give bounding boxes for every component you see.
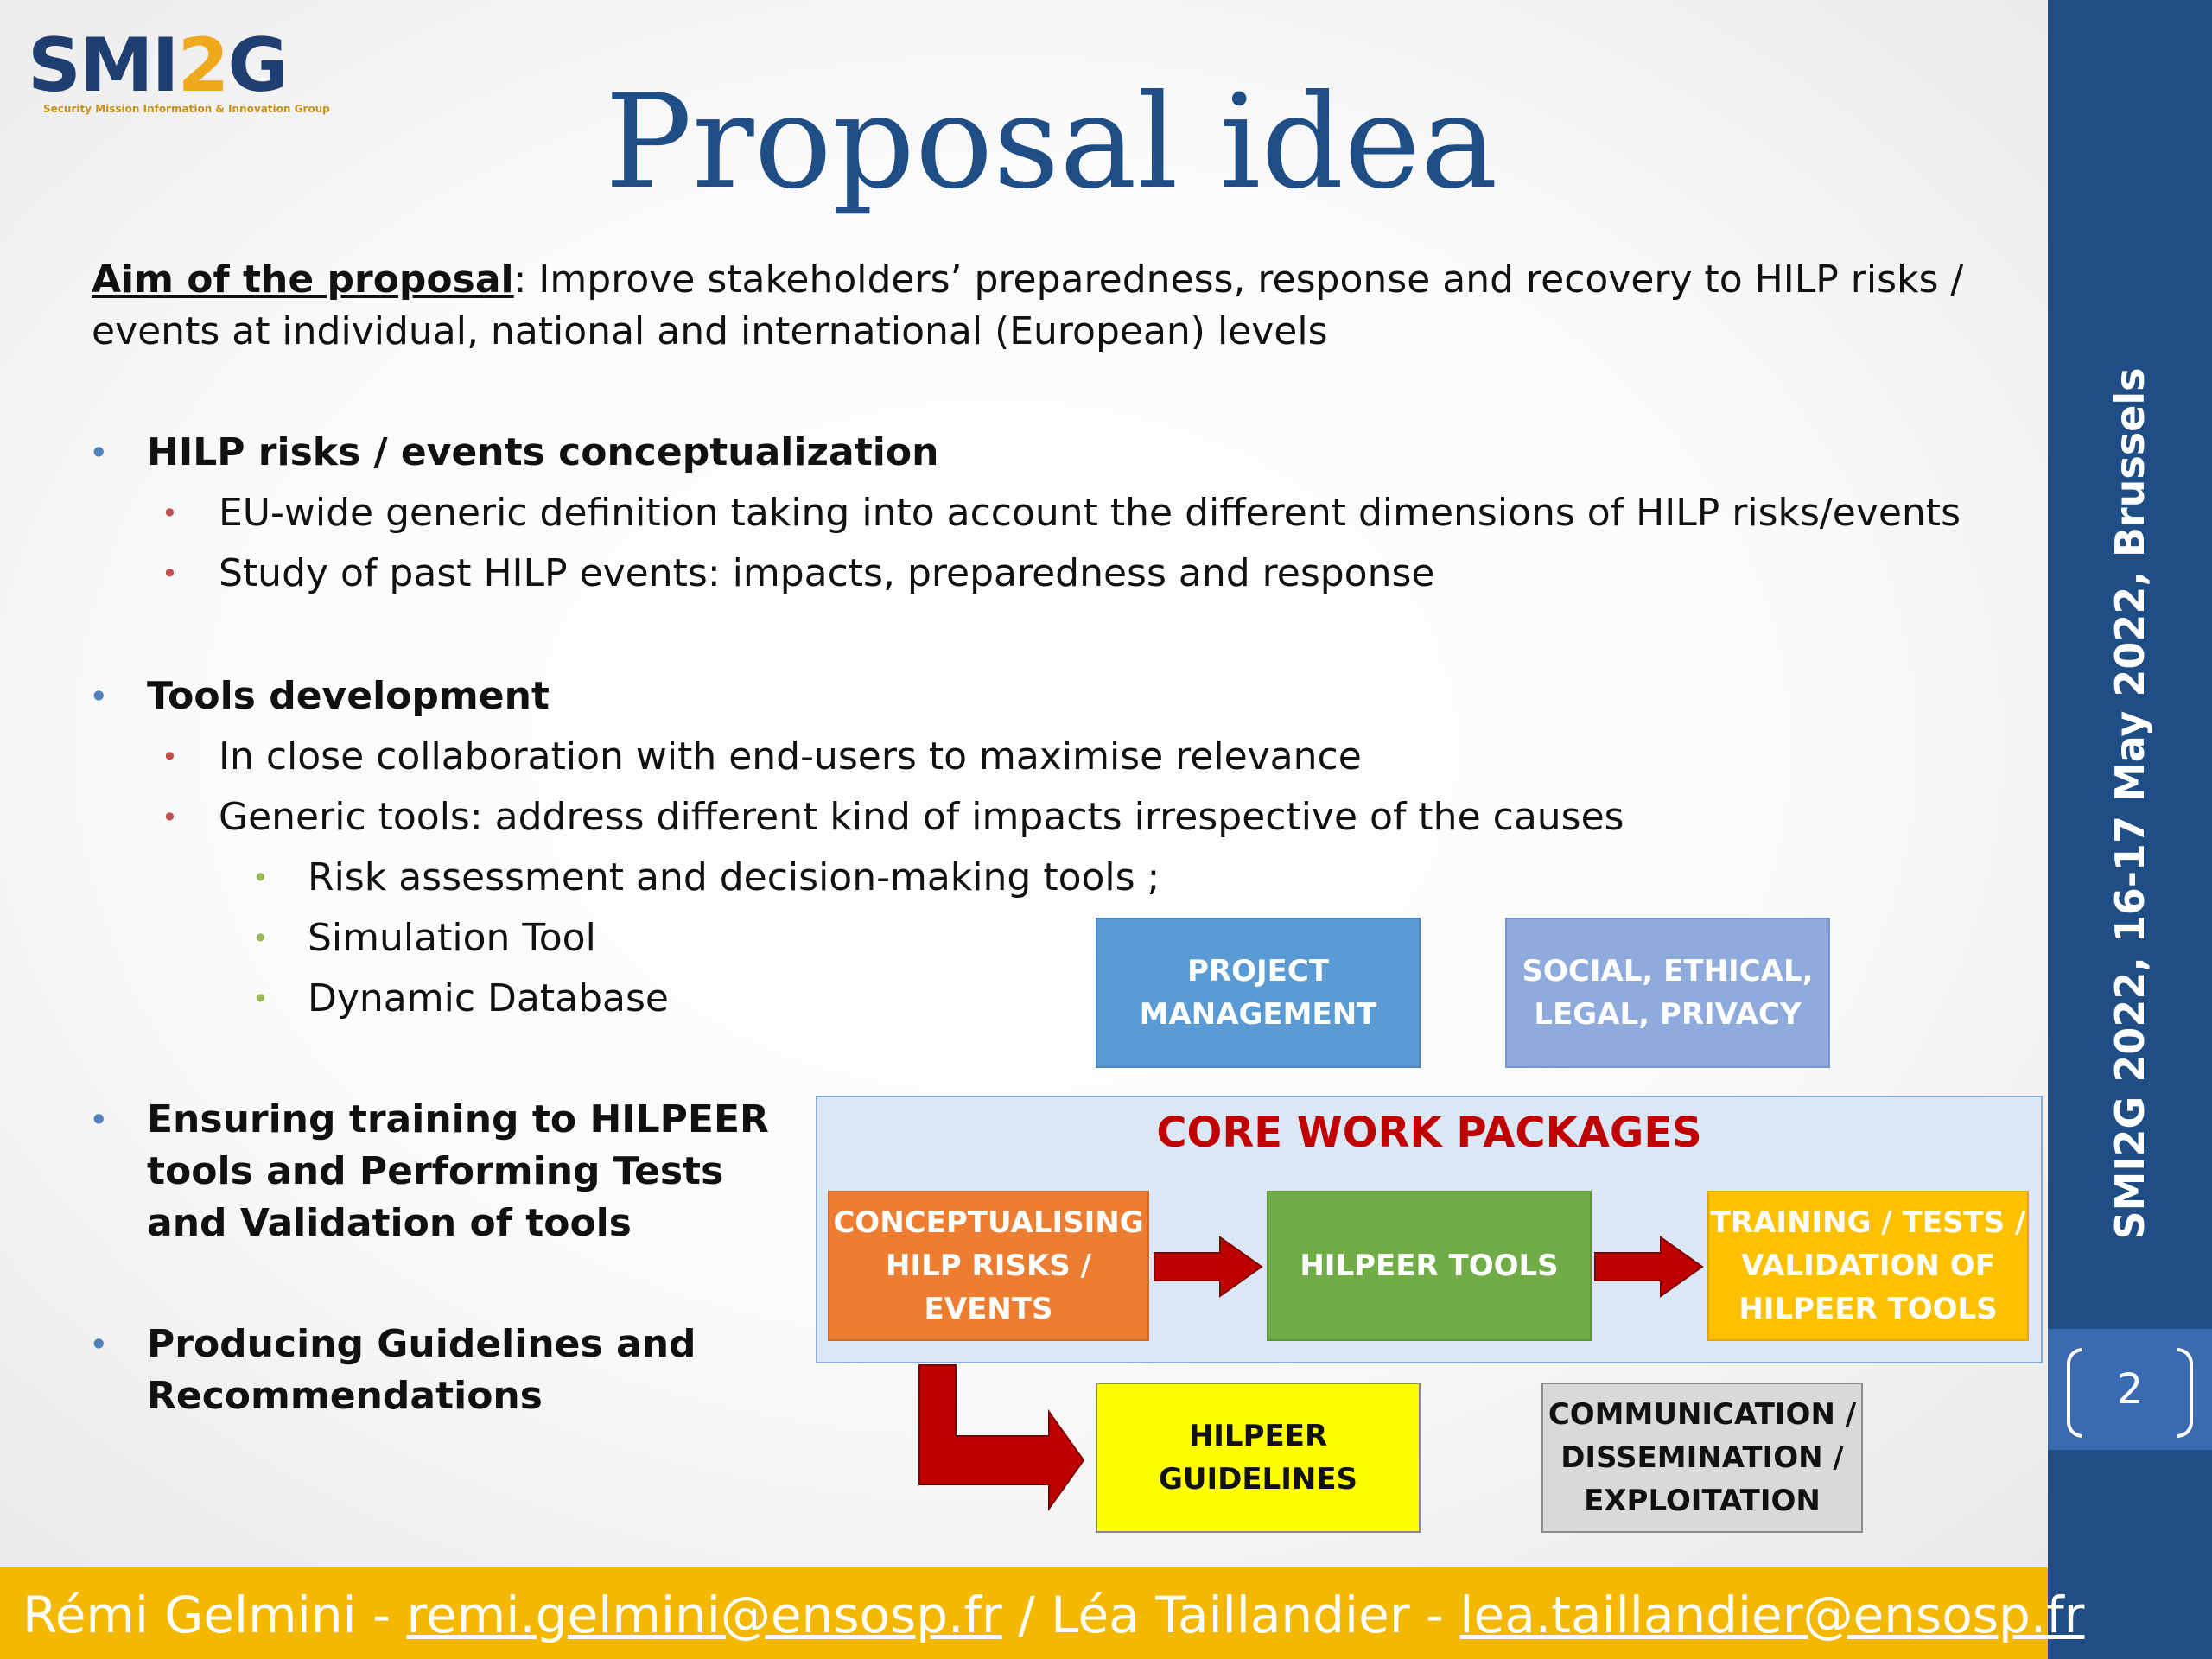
bullet-marker: • xyxy=(90,1103,108,1136)
bullet-marker: • xyxy=(162,801,178,834)
email-link-remi[interactable]: remi.gelmini@ensosp.fr xyxy=(406,1586,1002,1644)
bullet-simulation-tool: • Simulation Tool xyxy=(308,912,596,964)
email-link-lea[interactable]: lea.taillandier@ensosp.fr xyxy=(1459,1586,2085,1644)
aim-label: Aim of the proposal xyxy=(92,257,514,302)
hilpeer-guidelines-box: HILPEER GUIDELINES xyxy=(1096,1382,1421,1533)
bullet-dynamic-database: • Dynamic Database xyxy=(308,973,669,1025)
bullet-marker: • xyxy=(252,922,269,955)
bullet-training: • Ensuring training to HILPEER tools and Performing Tests and Validation of tools xyxy=(147,1094,778,1249)
arrow-tools-to-training xyxy=(1595,1237,1702,1296)
bullet-marker: • xyxy=(90,436,108,469)
bullet-eu-definition: • EU-wide generic definition taking into account the different dimensions of HILP risks/events xyxy=(219,487,1961,539)
page-number-text: 2 xyxy=(2116,1365,2144,1414)
bullet-tools-development: • Tools development xyxy=(147,671,550,722)
footer-authors: Rémi Gelmini - remi.gelmini@ensosp.fr / Léa Taillandier - lea.taillandier@ensosp.fr xyxy=(22,1586,2085,1644)
bullet-marker: • xyxy=(252,982,269,1015)
page-number xyxy=(2048,1329,2212,1450)
smi2g-logo: SMI2G Security Mission Information & Innovation Group xyxy=(28,22,330,115)
hilpeer-tools-box: HILPEER TOOLS xyxy=(1267,1191,1592,1341)
event-label: SMI2G 2022, 16-17 May 2022, Brussels xyxy=(2107,367,2153,1240)
bullet-conceptualization: • HILP risks / events conceptualization xyxy=(147,427,938,479)
communication-box: COMMUNICATION / DISSEMINATION / EXPLOITATION xyxy=(1541,1382,1863,1533)
aim-text: : Improve stakeholders’ preparedness, response and recovery to HILP risks / events at individual, national and international (European) levels xyxy=(92,257,1964,353)
bullet-marker: • xyxy=(252,861,269,894)
training-tests-box: TRAINING / TESTS / VALIDATION OF HILPEER TOOLS xyxy=(1707,1191,2029,1341)
project-management-box: PROJECT MANAGEMENT xyxy=(1096,918,1421,1068)
bullet-end-users: • In close collaboration with end-users to maximise relevance xyxy=(219,731,1362,783)
right-bracket-icon xyxy=(2177,1348,2193,1438)
bullet-marker: • xyxy=(90,680,108,713)
bullet-marker: • xyxy=(90,1328,108,1361)
bullet-risk-assessment: • Risk assessment and decision-making tools ; xyxy=(308,852,1160,904)
bullet-marker: • xyxy=(162,557,178,590)
social-ethical-box: SOCIAL, ETHICAL, LEGAL, PRIVACY xyxy=(1505,918,1830,1068)
bullet-marker: • xyxy=(162,741,178,773)
arrow-conceptualising-to-tools xyxy=(1154,1237,1262,1296)
bullet-marker: • xyxy=(162,497,178,530)
conceptualising-box: CONCEPTUALISING HILP RISKS / EVENTS xyxy=(828,1191,1149,1341)
slide-title: Proposal idea xyxy=(605,67,1498,218)
arrow-to-guidelines xyxy=(919,1365,1084,1509)
left-bracket-icon xyxy=(2067,1348,2082,1438)
bullet-guidelines: • Producing Guidelines and Recommendations xyxy=(147,1319,752,1422)
core-work-packages-title: CORE WORK PACKAGES xyxy=(1156,1109,1702,1157)
bullet-past-events: • Study of past HILP events: impacts, preparedness and response xyxy=(219,548,1434,600)
bullet-generic-tools: • Generic tools: address different kind of impacts irrespective of the causes xyxy=(219,791,1624,843)
